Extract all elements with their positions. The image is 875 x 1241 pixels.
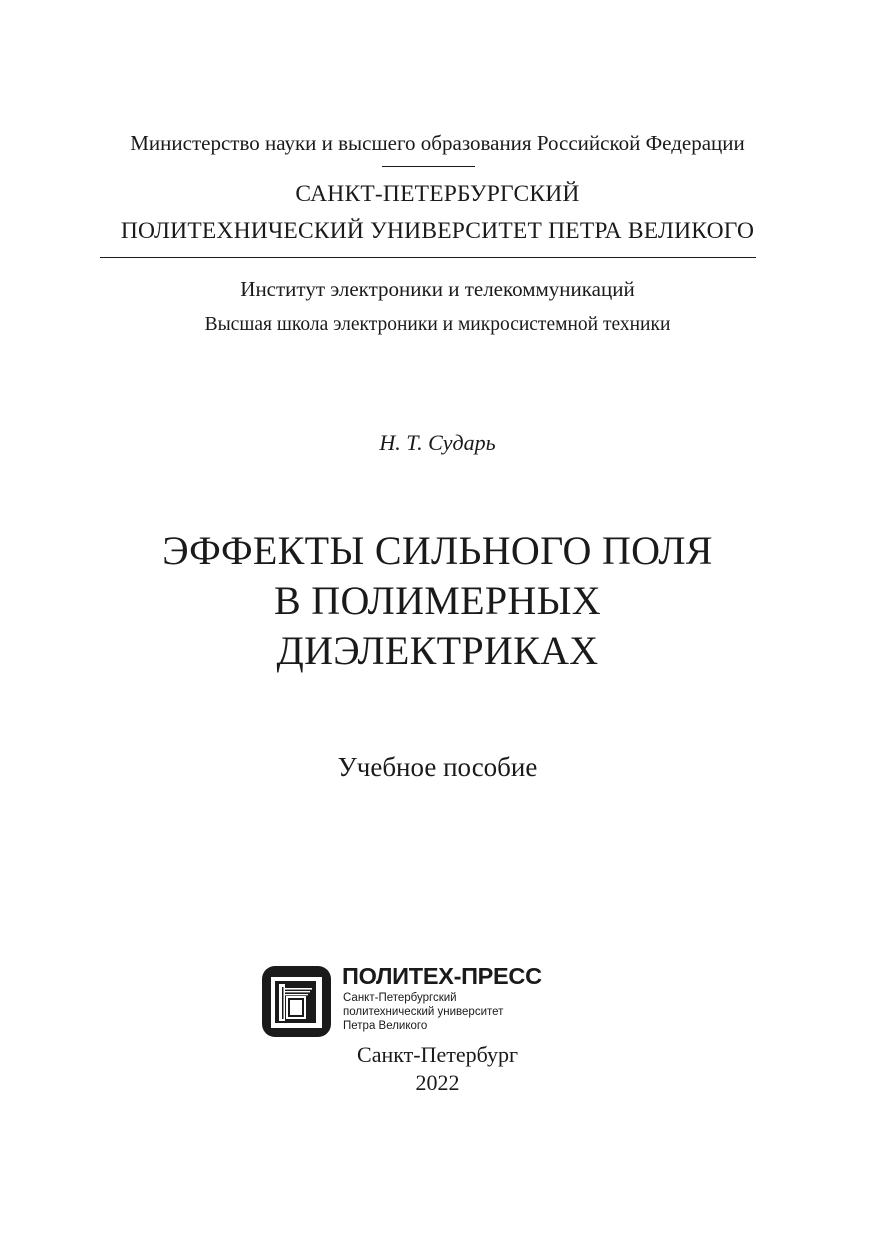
book-logo-icon — [262, 966, 331, 1037]
university-name-line1: САНКТ-ПЕТЕРБУРГСКИЙ — [295, 181, 580, 207]
publisher-subline2: политехнический университет — [343, 1006, 504, 1018]
publisher-subline3: Петра Великого — [343, 1020, 428, 1032]
publication-year: 2022 — [415, 1070, 460, 1095]
book-subtitle: Учебное пособие — [337, 752, 538, 782]
ministry-line: Министерство науки и высшего образования Российской Федерации — [130, 131, 745, 155]
publisher-name: ПОЛИТЕХ-ПРЕСС — [342, 963, 542, 989]
title-line3: ДИЭЛЕКТРИКАХ — [276, 628, 599, 673]
publisher-subline1: Санкт-Петербургский — [343, 992, 457, 1004]
short-divider — [382, 166, 475, 167]
publication-city: Санкт-Петербург — [357, 1042, 518, 1067]
author-name: Н. Т. Сударь — [379, 430, 496, 455]
school-line: Высшая школа электроники и микросистемной техники — [204, 314, 671, 335]
long-divider — [100, 257, 756, 258]
title-line1: ЭФФЕКТЫ СИЛЬНОГО ПОЛЯ — [162, 528, 713, 573]
university-name-line2: ПОЛИТЕХНИЧЕСКИЙ УНИВЕРСИТЕТ ПЕТРА ВЕЛИКОГО — [120, 218, 755, 244]
institute-line: Институт электроники и телекоммуникаций — [240, 277, 635, 301]
title-line2: В ПОЛИМЕРНЫХ — [274, 578, 601, 623]
